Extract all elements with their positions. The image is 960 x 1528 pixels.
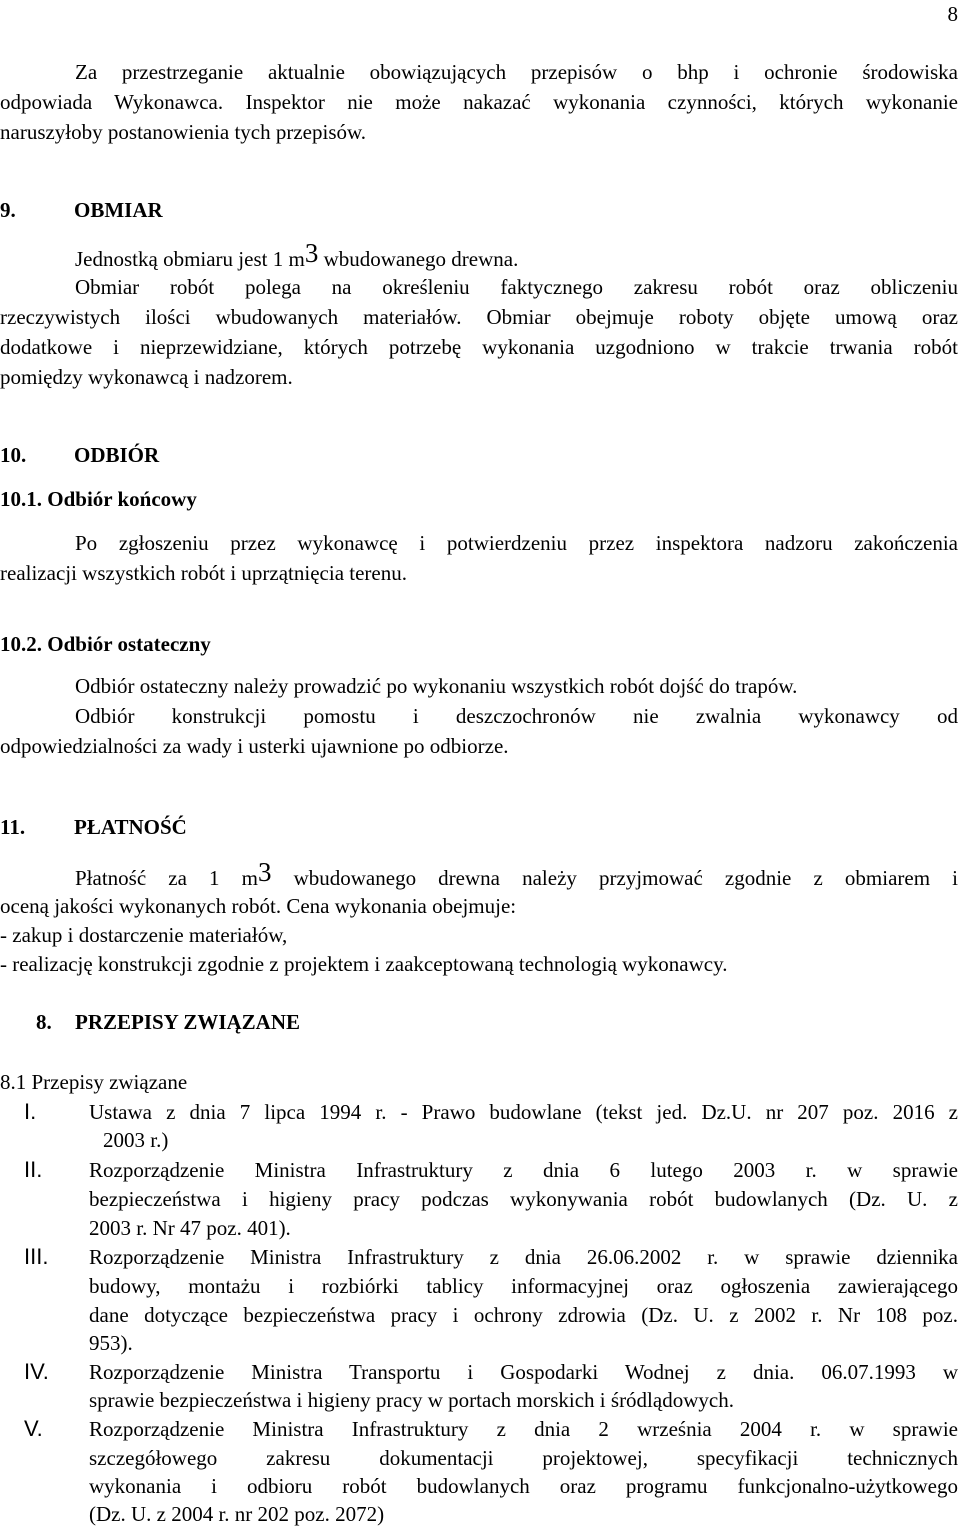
list-item-3-line-3: dane dotyczące bezpieczeństwa pracy i ochrony zdrowia (Dz. U. z 2002 r. Nr 108 poz. (89, 1303, 958, 1327)
list-item-1-line-2: 2003 r.) (103, 1128, 169, 1152)
list-item-1-line-1: Ustawa z dnia 7 lipca 1994 r. - Prawo budowlane (tekst jed. Dz.U. nr 207 poz. 2016 z (89, 1100, 958, 1124)
section-9-line-3: dodatkowe i nieprzewidziane, których potrzebę wykonania uzgodniono w trakcie trwania robót (0, 335, 958, 359)
section-9-line-2: rzeczywistych ilości wbudowanych materiałów. Obmiar obejmuje roboty objęte umową oraz (0, 305, 958, 329)
section-11-line-2: oceną jakości wykonanych robót. Cena wykonania obejmuje: (0, 894, 517, 918)
subsection-10-1-line-1: Po zgłoszeniu przez wykonawcę i potwierdzeniu przez inspektora nadzoru zakończenia (75, 531, 958, 555)
section-10-heading (0, 441, 958, 469)
section-11-number: 11. (0, 815, 26, 839)
list-item-5-line-4: (Dz. U. z 2004 r. nr 202 poz. 2072) (89, 1502, 385, 1526)
list-item-3-line-1: Rozporządzenie Ministra Infrastruktury z dnia 26.06.2002 r. w sprawie dziennika (89, 1245, 958, 1269)
list-item-5-line-3: wykonania i odbioru robót budowlanych oraz programu funkcjonalno-użytkowego (89, 1474, 958, 1498)
subsection-10-2-line-3: odpowiedzialności za wady i usterki ujawnione po odbiorze. (0, 734, 509, 758)
list-marker: III. (24, 1244, 49, 1269)
bhp-line-3: naruszyłoby postanowienia tych przepisów. (0, 120, 367, 144)
subsection-10-2-title: 10.2. Odbiór ostateczny (0, 632, 211, 656)
list-marker: II. (24, 1157, 43, 1182)
section-11-title: PŁATNOŚĆ (74, 815, 187, 839)
section-9-heading (0, 196, 958, 224)
section-11-heading (0, 813, 958, 841)
section-9-line-1: Obmiar robót polega na określeniu faktycznego zakresu robót oraz obliczeniu (75, 275, 958, 299)
section-11-line-3: - zakup i dostarczenie materiałów, (0, 923, 288, 947)
section-11-line-4: - realizację konstrukcji zgodnie z projektem i zaakceptowaną technologią wykonawcy. (0, 952, 728, 976)
subsection-10-1-line-2: realizacji wszystkich robót i uprzątnięcia terenu. (0, 561, 407, 585)
bhp-line-1: Za przestrzeganie aktualnie obowiązujących przepisów o bhp i ochronie środowiska (75, 60, 958, 84)
subsection-8-1-title: 8.1 Przepisy związane (0, 1070, 188, 1094)
bhp-line-2: odpowiada Wykonawca. Inspektor nie może nakazać wykonania czynności, których wykonanie (0, 90, 958, 114)
list-marker: IV. (24, 1359, 49, 1384)
list-item-4-line-2: sprawie bezpieczeństwa i higieny pracy w portach morskich i śródlądowych. (89, 1388, 734, 1412)
section-9-line-4: pomiędzy wykonawcą i nadzorem. (0, 365, 293, 389)
list-item-3-line-2: budowy, montażu i rozbiórki tablicy informacyjnej oraz ogłoszenia zawierającego (89, 1274, 958, 1298)
list-item-3-line-4: 953). (89, 1331, 133, 1355)
list-marker: V. (24, 1416, 43, 1441)
section-9-unit: Jednostką obmiaru jest 1 m3 wbudowanego drewna. (75, 238, 519, 271)
list-item-4-line-1: Rozporządzenie Ministra Transportu i Gospodarki Wodnej z dnia. 06.07.1993 w (89, 1360, 958, 1384)
section-10-title: ODBIÓR (74, 443, 160, 467)
superscript: 3 (257, 857, 272, 887)
subsection-10-2-line-1: Odbiór ostateczny należy prowadzić po wykonaniu wszystkich robót dojść do trapów. (75, 674, 798, 698)
section-9-title: OBMIAR (74, 198, 163, 222)
subsection-10-1-title: 10.1. Odbiór końcowy (0, 487, 197, 511)
list-marker: I. (24, 1099, 37, 1124)
section-8-heading (36, 1008, 958, 1036)
subsection-10-2-line-2: Odbiór konstrukcji pomostu i deszczochronów nie zwalnia wykonawcy od (75, 704, 958, 728)
section-10-number: 10. (0, 443, 27, 467)
list-item-2-line-1: Rozporządzenie Ministra Infrastruktury z dnia 6 lutego 2003 r. w sprawie (89, 1158, 958, 1182)
list-item-2-line-3: 2003 r. Nr 47 poz. 401). (89, 1216, 291, 1240)
page-number: 8 (947, 2, 958, 26)
list-item-2-line-2: bezpieczeństwa i higieny pracy podczas wykonywania robót budowlanych (Dz. U. z (89, 1187, 958, 1211)
section-8-title: PRZEPISY ZWIĄZANE (75, 1010, 301, 1034)
section-9-number: 9. (0, 198, 16, 222)
superscript: 3 (304, 238, 319, 268)
list-item-5-line-1: Rozporządzenie Ministra Infrastruktury z dnia 2 września 2004 r. w sprawie (89, 1417, 958, 1441)
section-8-number: 8. (36, 1010, 52, 1034)
list-item-5-line-2: szczegółowego zakresu dokumentacji projektowej, specyfikacji technicznych (89, 1446, 958, 1470)
section-11-line-1: Płatność za 1 m3 wbudowanego drewna należy przyjmować zgodnie z obmiarem i (75, 857, 959, 890)
